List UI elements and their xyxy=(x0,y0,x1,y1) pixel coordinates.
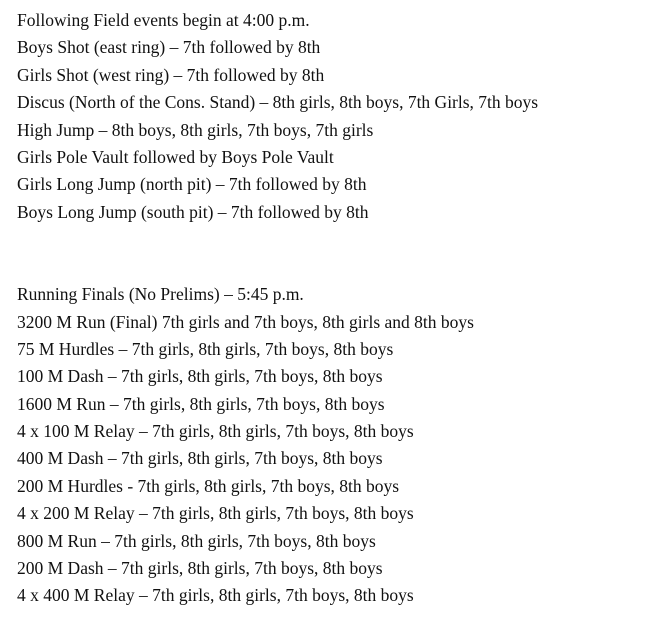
running-event-line: 4 x 200 M Relay – 7th girls, 8th girls, 7th boys, 8th boys xyxy=(17,503,414,524)
running-event-line: 400 M Dash – 7th girls, 8th girls, 7th boys, 8th boys xyxy=(17,448,383,469)
section-spacer xyxy=(17,226,652,281)
running-event-line: 200 M Hurdles - 7th girls, 8th girls, 7th boys, 8th boys xyxy=(17,475,400,496)
field-events-heading: Following Field events begin at 4:00 p.m. xyxy=(17,10,310,30)
schedule-document xyxy=(17,7,652,610)
running-event-line: 3200 M Run (Final) 7th girls and 7th boys, 8th girls and 8th boys xyxy=(17,311,474,332)
field-event-line: Girls Pole Vault followed by Boys Pole Vault xyxy=(17,146,334,167)
field-event-line: Discus (North of the Cons. Stand) – 8th girls, 8th boys, 7th Girls, 7th boys xyxy=(17,92,539,113)
running-event-line: 4 x 400 M Relay – 7th girls, 8th girls, 7th boys, 8th boys xyxy=(17,585,414,606)
running-event-line: 1600 M Run – 7th girls, 8th girls, 7th boys, 8th boys xyxy=(17,393,385,414)
running-finals-heading: Running Finals (No Prelims) – 5:45 p.m. xyxy=(17,284,304,305)
field-event-line: Girls Shot (west ring) – 7th followed by 8th xyxy=(17,64,325,85)
field-event-line: Boys Long Jump (south pit) – 7th followed by 8th xyxy=(17,201,369,222)
field-event-line: Girls Long Jump (north pit) – 7th followed by 8th xyxy=(17,174,367,195)
running-event-line: 4 x 100 M Relay – 7th girls, 8th girls, 7th boys, 8th boys xyxy=(17,421,414,442)
field-event-line: High Jump – 8th boys, 8th girls, 7th boys, 7th girls xyxy=(17,119,374,140)
running-finals-section xyxy=(17,281,652,610)
running-event-line: 100 M Dash – 7th girls, 8th girls, 7th boys, 8th boys xyxy=(17,366,383,387)
running-event-line: 75 M Hurdles – 7th girls, 8th girls, 7th boys, 8th boys xyxy=(17,338,394,359)
field-event-line: Boys Shot (east ring) – 7th followed by 8th xyxy=(17,37,321,58)
field-events-section xyxy=(17,7,652,226)
running-event-line: 800 M Run – 7th girls, 8th girls, 7th boys, 8th boys xyxy=(17,530,376,551)
running-event-line: 200 M Dash – 7th girls, 8th girls, 7th boys, 8th boys xyxy=(17,558,383,579)
